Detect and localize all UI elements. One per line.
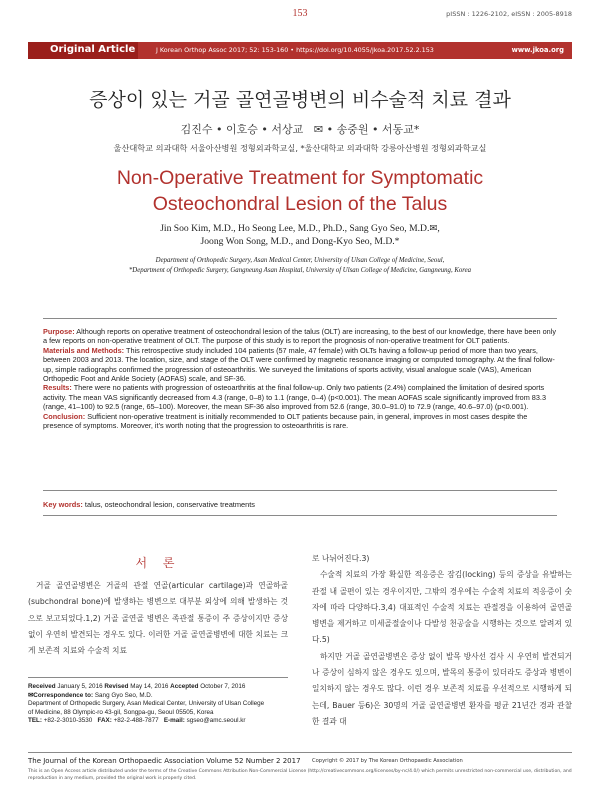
abstract-methods: [43, 346, 557, 384]
journal-citation[interactable]: J Korean Orthop Assoc 2017; 52: 153-160 • https://doi.org/10.4055/jkoa.2017.52.2.153: [156, 46, 434, 54]
email-label: E-mail:: [163, 717, 185, 725]
conclusion-text: Sufficient non-operative treatment is initially recommended to OLT patients because pain, in general, improves in most cases despite the presence of symptoms. Moreover, it's worth noting that the progression to osteoarthritis is rare.: [43, 411, 528, 431]
received-date: January 5, 2016: [57, 683, 103, 690]
english-authors-line-2: Joong Won Song, M.D., and Dong-Kyo Seo, M.D.*: [200, 236, 400, 247]
abstract: [43, 327, 557, 430]
email-address[interactable]: sgseo@amc.seoul.kr: [186, 717, 246, 725]
fax-label: FAX:: [97, 717, 112, 725]
keywords-label: Key words:: [43, 500, 83, 509]
correspondence-address-1: Department of Orthopedic Surgery, Asan Medical Center, University of Ulsan College: [28, 700, 265, 708]
korean-affiliation: 울산대학교 의과대학 서울아산병원 정형외과학교실, *울산대학교 의과대학 강릉아산병원 정형외과학교실: [113, 143, 487, 153]
english-title: [0, 165, 600, 217]
correspondence-divider: [28, 677, 288, 678]
intro-paragraph-1-end: 로 나뉘어진다.3): [312, 554, 370, 563]
english-authors: [0, 222, 600, 248]
dates-line: [28, 683, 288, 692]
article-type-label: Original Article: [50, 44, 136, 55]
english-authors-line-1: Jin Soo Kim, M.D., Ho Seong Lee, M.D., Ph.D., Sang Gyo Seo, M.D.✉,: [160, 223, 440, 234]
abstract-results: [43, 383, 557, 411]
correspondence-contact-line: [28, 717, 288, 726]
body-right-column: [312, 551, 572, 730]
purpose-label: Purpose:: [43, 327, 75, 336]
received-label: Received: [28, 683, 56, 690]
abstract-purpose: [43, 327, 557, 346]
purpose-text: Although reports on operative treatment of osteochondral lesion of the talus (OLT) are increasing, to the best of our knowledge, there have been only a few reports on non-operative treatment of OLT. The purpose of this study is to report the prognosis of non-operative treatment for OLT patients.: [43, 327, 556, 346]
conclusion-label: Conclusion:: [43, 411, 86, 421]
abstract-conclusion: [43, 412, 557, 431]
tel-number: +82-2-3010-3530: [43, 717, 93, 725]
methods-text: This retrospective study included 104 patients (57 male, 47 female) with OLTs having a follow-up period of more than two years, between 2003 and 2013. The location, size, and stage of the OLT were confirmed by magnetic resonance imaging or computed tomography. At the final follow-up, simple radiographs confirmed the progression of osteoarthritis. We surveyed the limitations of sports activity, visual analogue scale (VAS), American Orthopedic Foot and Ankle Society (AOFAS) scale, and SF-36.: [43, 345, 555, 384]
intro-paragraph-1: 거골 골연골병변은 거골의 관절 연골(articular cartilage)과 연골하골(subchondral bone)에 발생하는 병변으로 대부분 외상에 의해 발생하는 것으로 보고되었다.1,2) 거골 골연골 병변은 족관절 통증이 주 증상이지만 증상 없이 우연히 발견되는 경우도 있다. 이러한 거골 골연골병변에 대한 치료는 크게 보존적 치료와 수술적 치료: [28, 581, 288, 656]
revised-label: Revised: [104, 683, 129, 690]
body-left-column: [28, 578, 288, 659]
fax-number: +82-2-488-7877: [113, 717, 159, 725]
page-number: 153: [292, 8, 308, 19]
results-text: There were no patients with progression of osteoarthritis at the final follow-up. Only two patients (2.4%) complained the limitation of desired sports activity. The mean VAS significantly decreased from 4.3 (range, 0–8) to 1.1 (range, 0–4) (p<0.001). The mean AOFAS scale significantly improved from 83.3 (range, 41–100) to 92.5 (range, 65–100). Moreover, the mean SF-36 also improved from 52.6 (range, 30.0–91.0) to 72.9 (range, 40.6–97.0) (p<0.001).: [43, 383, 546, 412]
tel-label: TEL:: [28, 717, 42, 725]
footer-divider: [28, 752, 572, 753]
english-affiliation-line-1: Department of Orthopedic Surgery, Asan Medical Center, University of Ulsan College of Medicine, Seoul,: [155, 257, 445, 264]
english-title-line-2: Osteochondral Lesion of the Talus: [152, 193, 448, 215]
keywords: [43, 500, 255, 509]
intro-paragraph-2: 수술적 치료의 가장 확실한 적응증은 잠김(locking) 등의 증상을 유발하는 관절 내 골편이 있는 경우이지만, 그밖의 경우에는 수술적 치료의 적응증이 숫자에 따라 다양하다.3,4) 대표적인 수술적 치료는 관절경을 이용하여 골연골 병변을 제거하고 미세골절술이나 다발성 천공술을 시행하는 것으로 알려져 있다.5): [312, 570, 572, 645]
abstract-top-divider: [43, 318, 557, 319]
english-affiliation-line-2: *Department of Orthopedic Surgery, Gangneung Asan Hospital, University of Ulsan College of Medicine, Gangneung, Korea: [128, 266, 472, 274]
header-banner: [28, 42, 572, 59]
footer-journal: The Journal of the Korean Orthopaedic Association Volume 52 Number 2 2017: [28, 757, 301, 765]
accepted-label: Accepted: [170, 683, 199, 690]
results-label: Results:: [43, 383, 72, 393]
korean-authors: 김진수 • 이호승 • 서상교ᅟ✉ • 송중원 • 서동교*: [180, 123, 420, 136]
methods-label: Materials and Methods:: [43, 345, 125, 355]
korean-title: 증상이 있는 거골 골연골병변의 비수술적 치료 결과: [89, 89, 511, 111]
issn: pISSN : 1226-2102, eISSN : 2005-8918: [446, 10, 572, 18]
correspondence-name-line: [28, 692, 288, 701]
correspondence-address-2: of Medicine, 88 Olympic-ro 43-gil, Songpa-gu, Seoul 05505, Korea: [28, 708, 214, 716]
footer-license: This is an Open Access article distributed under the terms of the Creative Commons Attribution Non-Commercial License (http://creativecommons.org/licenses/by-nc/4.0/) which permits unrestricted non-commercial use, distribution, and reproduction in any medium, provided the original work is properly cited.: [28, 769, 572, 781]
revised-date: May 14, 2016: [130, 683, 169, 690]
footer-copyright: Copyright © 2017 by The Korean Orthopaedic Association: [312, 758, 463, 764]
correspondence-name: Sang Gyo Seo, M.D.: [94, 691, 153, 699]
keywords-text: talus, osteochondral lesion, conservative treatments: [84, 500, 255, 509]
keywords-divider: [43, 515, 557, 516]
english-title-line-1: Non-Operative Treatment for Symptomatic: [116, 167, 484, 189]
journal-website-link[interactable]: www.jkoa.org: [511, 46, 564, 54]
english-affiliation: [0, 256, 600, 275]
intro-paragraph-3: 하지만 거골 골연골병변은 증상 없이 발목 방사선 검사 시 우연히 발견되거나 증상이 심하지 않은 경우도 있으며, 발목의 통증이 있더라도 증상과 병변이 일치하지 않는 경우도 많다. 이런 경우 보존적 치료를 우선적으로 시행하게 되는데, Bauer 등6)은 30명의 거골 골연골병변 환자를 평균 21년간 경과 관찰한 결과 대: [312, 651, 572, 726]
abstract-bottom-divider: [43, 490, 557, 491]
section-heading-introduction: 서 론: [135, 556, 181, 570]
accepted-date: October 7, 2016: [200, 683, 246, 690]
correspondence-box: [28, 683, 288, 726]
correspondence-label: ✉Correspondence to:: [28, 691, 94, 699]
